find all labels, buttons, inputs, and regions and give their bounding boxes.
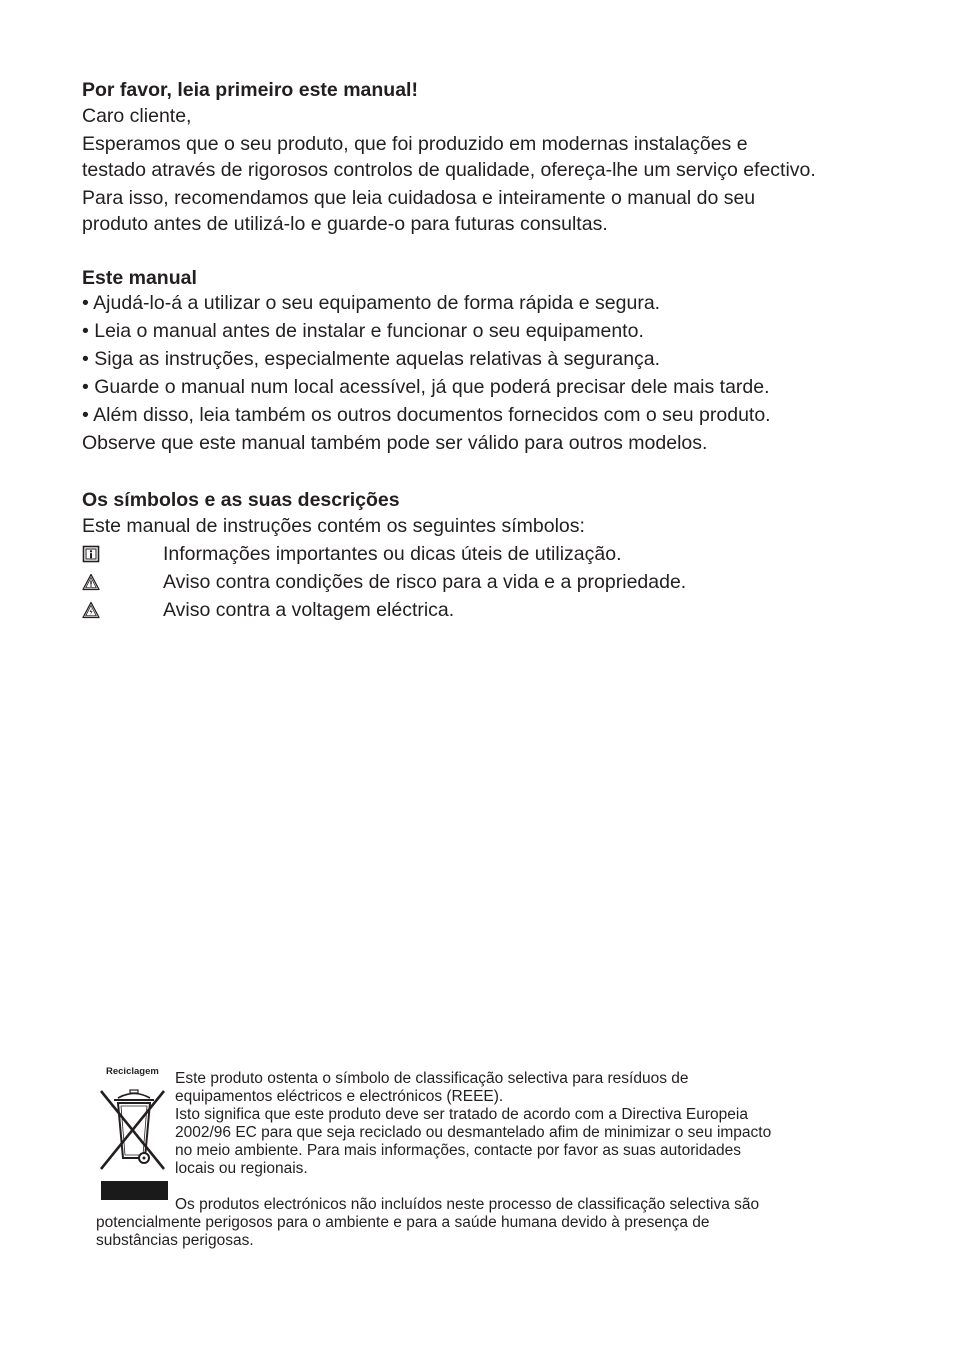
symbols-heading: Os símbolos e as suas descrições [82,489,400,511]
recycling-label: Reciclagem [106,1066,159,1077]
manual-section [82,265,882,456]
recycling-line: potencialmente perigosos para o ambiente e para a saúde humana devido à presença de [96,1214,710,1231]
symbol-description: Informações importantes ou dicas úteis de utilização. [163,543,622,565]
intro-line: Esperamos que o seu produto, que foi produzido em modernas instalações e [82,133,748,155]
recycling-text [175,1070,865,1178]
recycling-line: Os produtos electrónicos não incluídos neste processo de classificação selectiva são [175,1196,760,1213]
manual-heading: Este manual [82,267,197,289]
manual-note: Observe que este manual também pode ser válido para outros modelos. [82,432,708,454]
recycling-line: locais ou regionais. [175,1160,308,1177]
intro-heading: Por favor, leia primeiro este manual! [82,79,418,101]
crossed-bin-icon [98,1086,170,1174]
intro-section [82,77,882,237]
symbol-description: Aviso contra condições de risco para a vida e a propriedade. [163,571,687,593]
manual-bullets [82,290,882,430]
list-item: • Leia o manual antes de instalar e funcionar o seu equipamento. [82,320,644,342]
list-item: • Guarde o manual num local acessível, já que poderá precisar dele mais tarde. [82,376,770,398]
symbol-description: Aviso contra a voltagem eléctrica. [163,599,455,621]
recycling-line: substâncias perigosas. [96,1232,254,1249]
info-icon [82,545,100,563]
recycling-line: equipamentos eléctricos e electrónicos (REEE). [175,1088,504,1105]
intro-line: produto antes de utilizá-lo e guarde-o para futuras consultas. [82,213,608,235]
electric-warning-icon [82,601,100,619]
intro-line: testado através de rigorosos controlos de qualidade, ofereça-lhe um serviço efectivo. [82,159,816,181]
recycling-line: Este produto ostenta o símbolo de classificação selectiva para resíduos de [175,1070,689,1087]
recycling-line: 2002/96 EC para que seja reciclado ou desmantelado afim de minimizar o seu impacto [175,1124,772,1141]
recycling-text-hazard [96,1196,856,1250]
recycling-line: Isto significa que este produto deve ser tratado de acordo com a Directiva Europeia [175,1106,748,1123]
intro-line: Para isso, recomendamos que leia cuidadosa e inteiramente o manual do seu [82,187,756,209]
intro-line: Caro cliente, [82,105,192,127]
symbols-intro: Este manual de instruções contém os seguintes símbolos: [82,515,585,537]
list-item: • Ajudá-lo-á a utilizar o seu equipamento de forma rápida e segura. [82,292,661,314]
recycling-line: no meio ambiente. Para mais informações, contacte por favor as suas autoridades [175,1142,742,1159]
symbols-section [82,487,882,539]
list-item: • Além disso, leia também os outros documentos fornecidos com o seu produto. [82,404,771,426]
warning-icon [82,573,100,591]
list-item: • Siga as instruções, especialmente aquelas relativas à segurança. [82,348,661,370]
